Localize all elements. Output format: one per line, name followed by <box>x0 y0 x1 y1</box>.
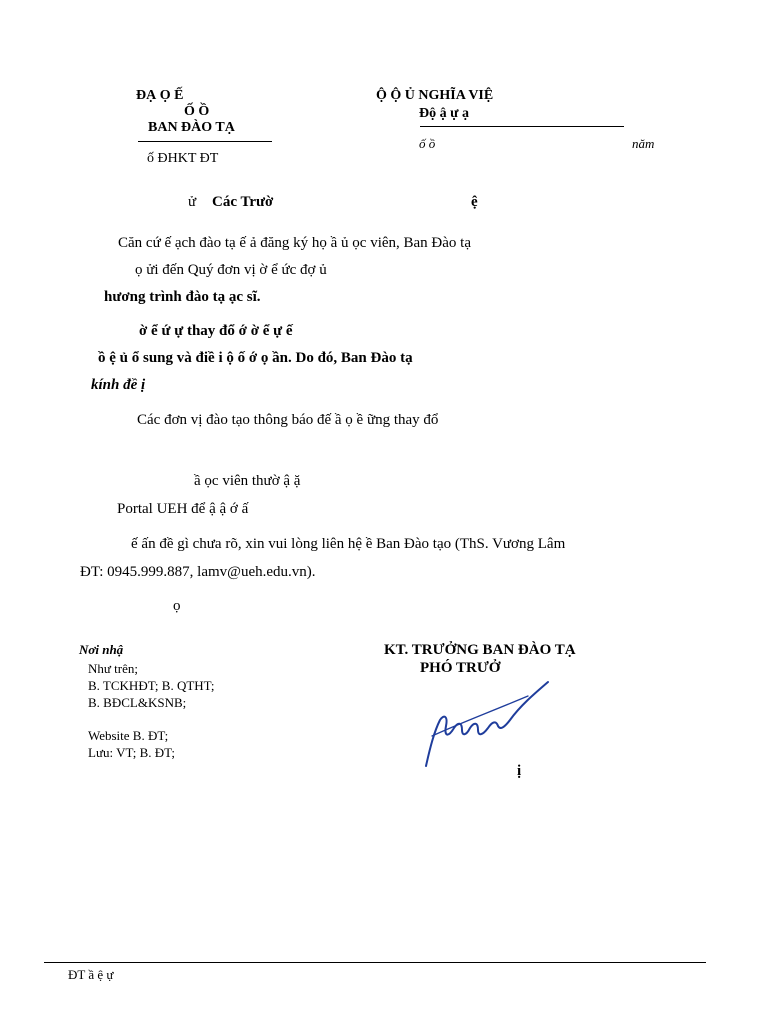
para3-line1: Các đơn vị đào tạo thông báo đế ầ ọ ề ững thay đổ <box>137 412 439 428</box>
para4-line2: Portal UEH để ậ ậ ớ ấ <box>117 501 249 517</box>
footer-rule <box>44 962 706 963</box>
distribution-item: Website B. ĐT; <box>88 728 169 743</box>
para5-line2: ĐT: 0945.999.887, lamv@ueh.edu.vn). <box>80 564 316 580</box>
recipient-suffix: ệ <box>471 194 478 210</box>
date-line-year: năm <box>632 136 655 151</box>
header-right-line1: Ộ Ộ Ủ NGHĨA VIỆ <box>376 88 494 103</box>
signature-title-line1: KT. TRƯỞNG BAN ĐÀO TẠ <box>384 642 576 658</box>
header-right-motto: Độ ậ ự ạ <box>419 106 470 121</box>
header-right-rule <box>420 126 624 127</box>
para1-line1: Căn cứ ế ạch đào tạ ế ả đăng ký họ ầ ủ ọc viên, Ban Đào tạ <box>118 235 471 251</box>
para1-line2: ọ ửi đến Quý đơn vị ờ ể ức đợ ủ <box>135 262 327 278</box>
distribution-item: Như trên; <box>88 661 139 676</box>
document-number: ố ĐHKT ĐT <box>147 151 219 166</box>
para2-line3: kính đề ị <box>91 377 146 393</box>
para5-line1: ế ấn đề gì chưa rõ, xin vui lòng liên hệ ề Ban Đào tạo (ThS. Vương Lâm <box>131 536 566 552</box>
signer-name: ị <box>517 763 522 779</box>
handwritten-signature <box>418 676 556 772</box>
para2-line2: ồ ệ ủ ổ sung và điề i ộ ố ớ ọ ần. Do đó, Ban Đào tạ <box>98 350 413 366</box>
header-left-rule <box>138 141 272 142</box>
signature-title-line2: PHÓ TRƯỞ <box>420 660 501 676</box>
para2-line1: ờ ể ứ ự thay đổ ớ ờ ể ự ế <box>139 323 293 339</box>
header-left-line2: Ố Ồ <box>184 104 210 119</box>
distribution-title: Nơi nhậ <box>79 642 124 657</box>
para1-line3: hương trình đào tạ ạc sĩ. <box>104 289 261 305</box>
footer-text: ĐT ầ ệ ự <box>68 967 114 982</box>
closing-line: ọ <box>173 598 181 614</box>
distribution-item: Lưu: VT; B. ĐT; <box>88 745 175 760</box>
para4-line1: ầ ọc viên thườ ậ ặ <box>194 473 301 489</box>
header-unit-name: BAN ĐÀO TẠ <box>148 120 235 135</box>
date-line-left: ố ồ <box>419 136 436 151</box>
distribution-item: B. BĐCL&KSNB; <box>88 695 187 710</box>
header-left-line1: ĐẠ Ọ Ế <box>136 88 184 103</box>
recipient-prefix: ử <box>188 194 197 210</box>
recipient-name: Các Trườ <box>212 194 274 210</box>
distribution-item: B. TCKHĐT; B. QTHT; <box>88 678 215 693</box>
